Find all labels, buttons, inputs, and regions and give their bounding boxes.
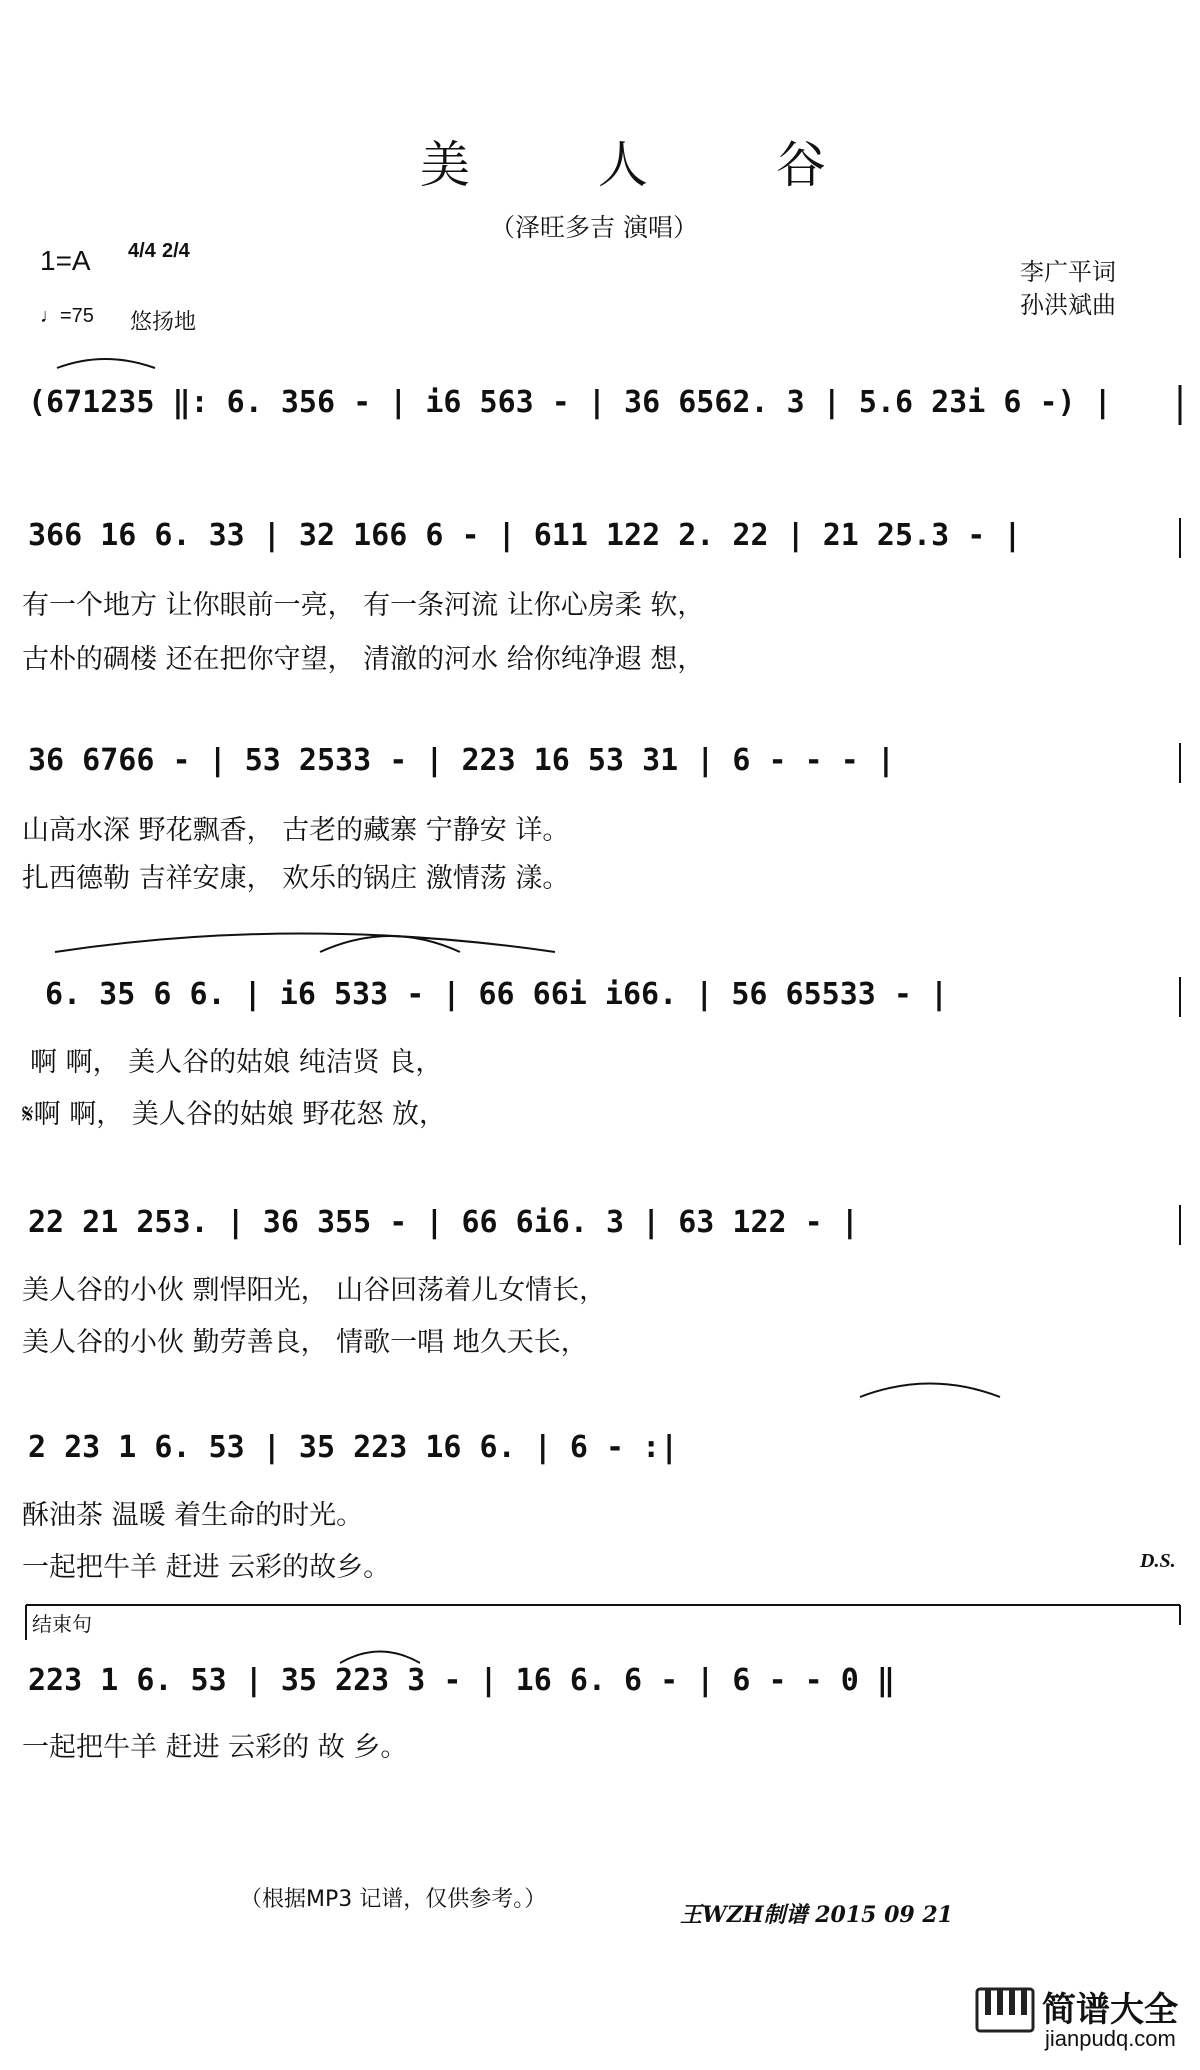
page-title: 美 人 谷 — [420, 136, 882, 194]
time-signature-b: 2/4 — [162, 240, 190, 262]
system-3-lyric-2: 扎西德勒 吉祥安康， 欢乐的锅庄 激情荡 漾。 — [22, 863, 570, 894]
system-4-lyric-2: 𝄋啊 啊， 美人谷的姑娘 野花怒 放， — [22, 1099, 446, 1130]
system-5-lyric-2: 美人谷的小伙 勤劳善良， 情歌一唱 地久天长， — [22, 1327, 588, 1358]
footer-note: （根据MP3 记谱，仅供参考。） — [240, 1887, 547, 1912]
transcriber-credit: 王WZH制谱 2015 09 21 — [680, 1902, 953, 1928]
watermark-url: jianpudq.com — [1045, 2026, 1176, 2051]
system-5-lyric-1: 美人谷的小伙 剽悍阳光， 山谷回荡着儿女情长， — [22, 1275, 607, 1306]
system-6-lyric-1: 酥油茶 温暖 着生命的时光。 — [22, 1500, 364, 1531]
system-2-lyric-2: 古朴的碉楼 还在把你守望， 清澈的河水 给你纯净遐 想， — [22, 644, 705, 675]
system-6-lyric-2: 一起把牛羊 赶进 云彩的故乡。 — [22, 1552, 391, 1583]
watermark-name: 简谱大全 — [1042, 1991, 1178, 2029]
ds-marking: D.S. — [1140, 1550, 1176, 1572]
system-4-lyric-1: 啊 啊， 美人谷的姑娘 纯洁贤 良， — [30, 1047, 443, 1078]
singer-credit: （泽旺多吉 演唱） — [490, 213, 698, 242]
system-7-notes: 223 1 6. 53 | 35 223 3 - | 16 6. 6 - | 6 - - 0 ‖ — [28, 1663, 895, 1698]
system-4-notes: 6. 35 6 6. | i6 533 - | 66 66i i66. | 56 65533 - | — [45, 977, 949, 1012]
system-2-notes: 366 16 6. 33 | 32 166 6 - | 611 122 2. 22 | 21 25.3 - | — [28, 518, 1022, 553]
ending-label: 结束句 — [32, 1612, 92, 1636]
system-3-lyric-1: 山高水深 野花飘香， 古老的藏寨 宁静安 详。 — [22, 815, 570, 846]
composer-credit: 孙洪斌曲 — [1020, 292, 1116, 319]
system-2-lyric-1: 有一个地方 让你眼前一亮， 有一条河流 让你心房柔 软， — [22, 590, 705, 621]
system-6-notes: 2 23 1 6. 53 | 35 223 16 6. | 6 - :| — [28, 1430, 679, 1465]
time-signature-a: 4/4 — [128, 240, 156, 262]
key-signature: 1=A — [40, 245, 91, 276]
tempo-marking: ♩=75 — [40, 305, 94, 327]
expression-marking: 悠扬地 — [130, 309, 197, 334]
system-3-notes: 36 6766 - | 53 2533 - | 223 16 53 31 | 6 - - - | — [28, 743, 895, 778]
system-1-notes: (671235 ‖: 6. 356 - | i6 563 - | 36 6562. 3 | 5.6 23i 6 -) | — [28, 385, 1112, 420]
lyricist-credit: 李广平词 — [1020, 259, 1116, 286]
system-5-notes: 22 21 253. | 36 355 - | 66 6i6. 3 | 63 122 - | — [28, 1205, 859, 1240]
system-7-lyric-1: 一起把牛羊 赶进 云彩的 故 乡。 — [22, 1732, 408, 1763]
